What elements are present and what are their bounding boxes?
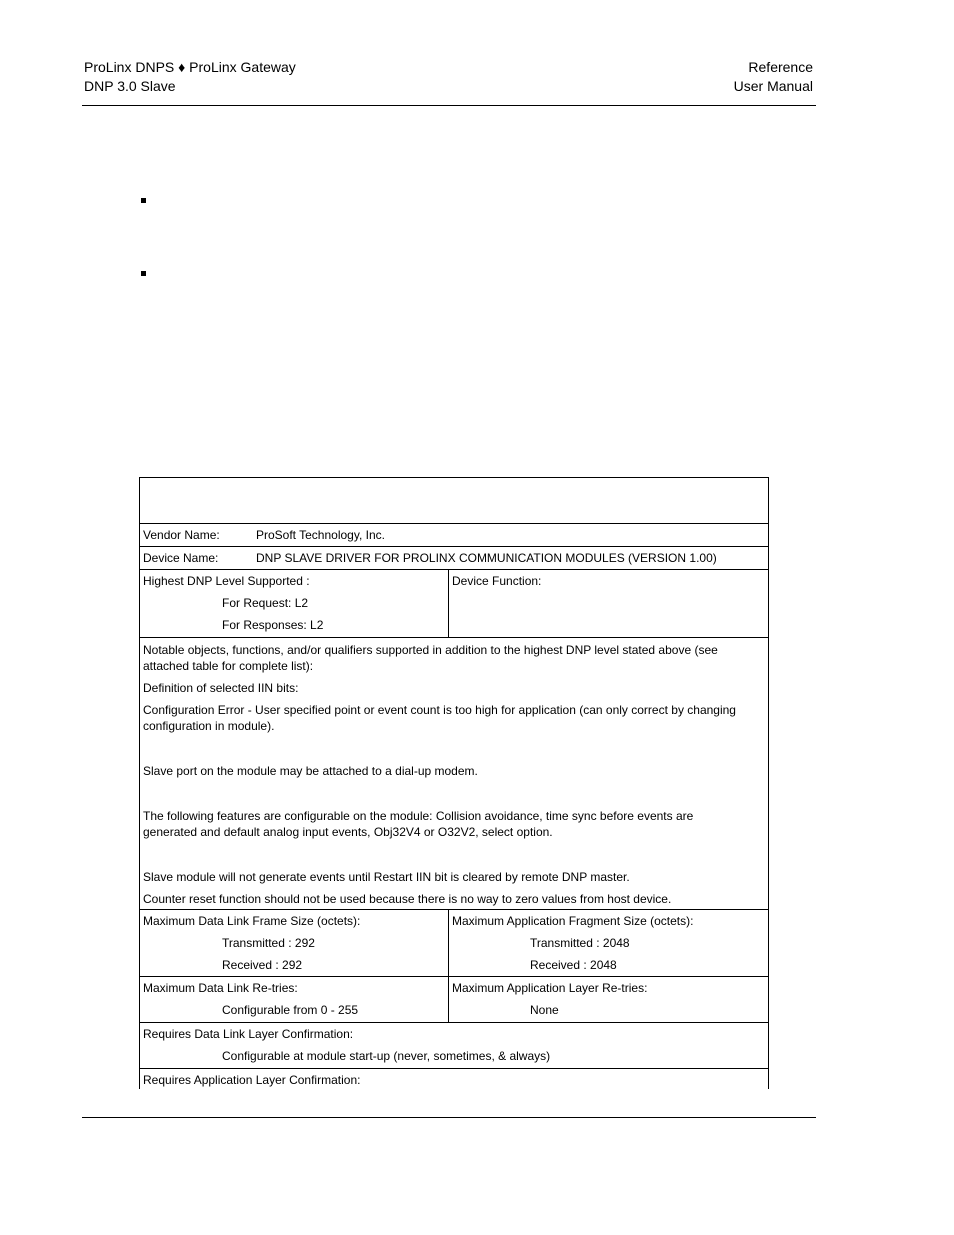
notable-text: Notable objects, functions, and/or qualifiers supported in addition to the highest DNP level stated above (see attached table for complete list): [143,643,718,673]
max-frame-received: Received : 292 [222,958,303,972]
datalink-confirm-label: Requires Data Link Layer Confirmation: [143,1027,354,1041]
max-frame-transmitted: Transmitted : 292 [222,936,315,950]
vendor-value: ProSoft Technology, Inc. [256,528,385,542]
datalink-retries-value: Configurable from 0 - 255 [222,1003,359,1017]
datalink-confirm-value: Configurable at module start-up (never, sometimes, & always) [222,1049,551,1063]
slave-port-text: Slave port on the module may be attached to a dial-up modem. [143,764,478,778]
max-fragment-received: Received : 2048 [530,958,617,972]
frame-size-row [140,910,768,977]
max-frame-label: Maximum Data Link Frame Size (octets): [143,914,361,928]
device-value: DNP SLAVE DRIVER FOR PROLINX COMMUNICATION MODULES (VERSION 1.00) [256,551,717,565]
config-error-text: Configuration Error - User specified point or event count is too high for application (can only correct by changing configuration in module). [143,703,736,733]
bullet-marker [141,271,146,276]
device-row [140,547,768,570]
vendor-row [140,524,768,547]
device-profile-table [139,477,769,1089]
header-divider [82,105,816,106]
header-product-title: ProLinx DNPS ♦ ProLinx Gateway [84,59,296,75]
table-title-row [140,478,768,524]
notes-row [140,638,768,910]
datalink-retries-label: Maximum Data Link Re-tries: [143,981,298,995]
features-text: The following features are configurable on the module: Collision avoidance, time sync before events are generated and default analog input events, Obj32V4 or O32V2, select option. [143,809,694,839]
header-section-title: Reference [748,59,813,75]
device-label: Device Name: [143,551,219,565]
header-right [734,58,813,96]
app-confirm-row [140,1069,768,1089]
app-confirm-label: Requires Application Layer Confirmation: [143,1073,361,1087]
max-fragment-transmitted: Transmitted : 2048 [530,936,630,950]
level-row [140,570,768,638]
bullet-marker [141,198,146,203]
no-events-text: Slave module will not generate events until Restart IIN bit is cleared by remote DNP master. [143,870,630,884]
device-function-label: Device Function: [452,574,542,588]
level-label: Highest DNP Level Supported : [143,574,310,588]
app-retries-value: None [530,1003,559,1017]
header-doc-type: User Manual [733,78,813,94]
datalink-confirm-row [140,1023,768,1069]
max-fragment-label: Maximum Application Fragment Size (octets): [452,914,694,928]
iin-definition: Definition of selected IIN bits: [143,681,299,695]
header-product-subtitle: DNP 3.0 Slave [84,78,176,94]
app-retries-label: Maximum Application Layer Re-tries: [452,981,648,995]
vendor-label: Vendor Name: [143,528,220,542]
footer-divider [82,1117,816,1118]
level-responses: For Responses: L2 [222,618,324,632]
header-left [84,58,296,96]
level-request: For Request: L2 [222,596,309,610]
counter-reset-text: Counter reset function should not be used because there is no way to zero values from host device. [143,892,672,906]
retries-row [140,977,768,1023]
